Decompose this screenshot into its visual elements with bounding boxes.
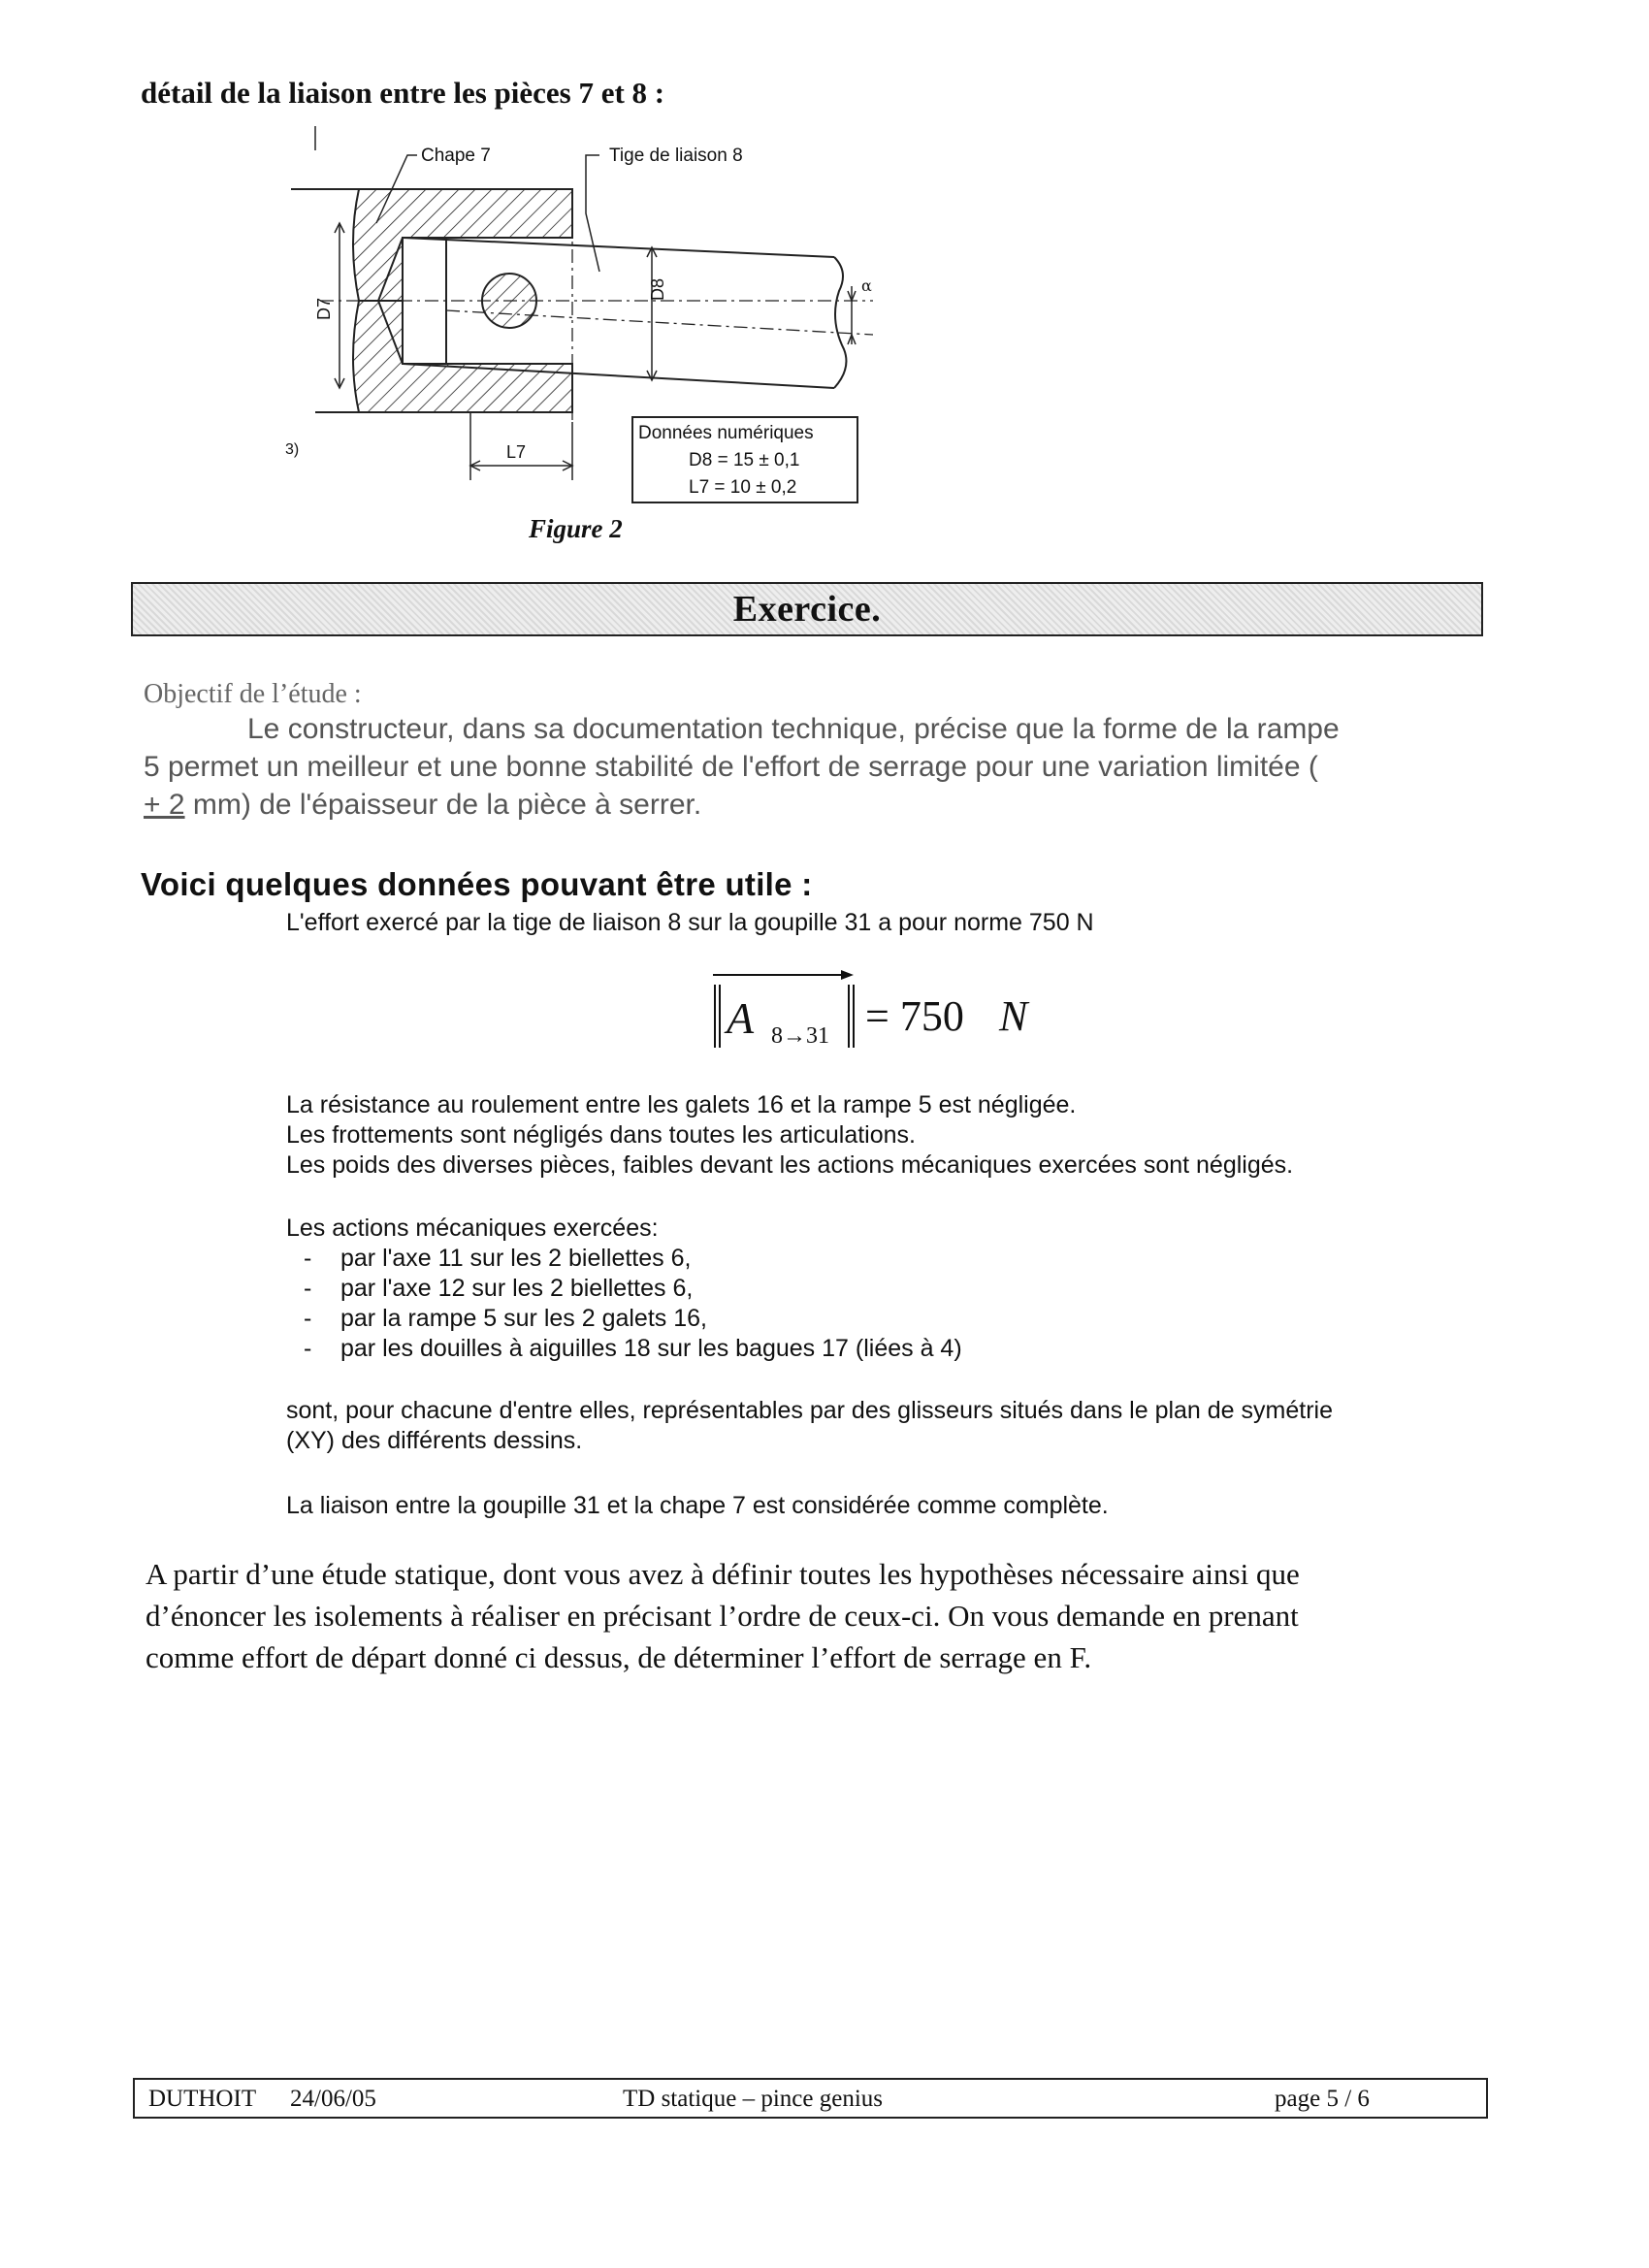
formula-unit: N [999, 992, 1028, 1040]
side-mark: 3) [285, 441, 300, 458]
donnees-title: Voici quelques données pouvant être utile : [141, 866, 813, 902]
section-heading: détail de la liaison entre les pièces 7 et 8 : [141, 76, 665, 110]
action-text: par l'axe 12 sur les 2 biellettes 6, [340, 1275, 694, 1302]
objectif-line-3-rest: mm) de l'épaisseur de la pièce à serrer. [184, 789, 702, 821]
label-tige-8: Tige de liaison 8 [609, 146, 743, 166]
donnees-box-d8: D8 = 15 ± 0,1 [689, 450, 800, 470]
plus-minus-value: + 2 [144, 789, 185, 821]
glisseurs-line-2: (XY) des différents dessins. [286, 1427, 583, 1454]
vector-arrow [841, 970, 854, 980]
glisseurs-line-1: sont, pour chacune d'entre elles, représentables par des glisseurs situés dans le plan de symétrie [286, 1397, 1333, 1424]
banner-title: Exercice. [732, 589, 882, 630]
action-text: par la rampe 5 sur les 2 galets 16, [340, 1305, 707, 1332]
footer-author: DUTHOIT [148, 2086, 257, 2112]
exercice-banner [131, 582, 1483, 636]
list-item: - par l'axe 11 sur les 2 biellettes 6, [304, 1245, 692, 1272]
objectif-line-2: 5 permet un meilleur et une bonne stabilité de l'effort de serrage pour une variation limitée ( [144, 751, 1318, 783]
footer-page-number: page 5 / 6 [1275, 2086, 1370, 2112]
hypothese-1: La résistance au roulement entre les galets 16 et la rampe 5 est négligée. [286, 1091, 1077, 1118]
angle-alpha [848, 286, 856, 344]
formula-subscript: 8→31 [771, 1023, 829, 1049]
label-chape-7: Chape 7 [421, 146, 491, 166]
formula-vector: A [727, 993, 755, 1043]
dim-d7-label: D7 [314, 297, 334, 320]
angle-alpha-label: α [861, 276, 872, 295]
action-text: par les douilles à aiguilles 18 sur les bagues 17 (liées à 4) [340, 1335, 962, 1362]
donnees-box-l7: L7 = 10 ± 0,2 [689, 477, 797, 498]
figure-caption: Figure 2 [529, 514, 623, 543]
dim-d8 [647, 247, 657, 380]
donnees-box-title: Données numériques [638, 423, 814, 443]
objectif-title: Objectif de l’étude : [144, 679, 362, 709]
liaison-complete: La liaison entre la goupille 31 et la chape 7 est considérée comme complète. [286, 1492, 1109, 1519]
hypothese-2: Les frottements sont négligés dans toutes les articulations. [286, 1121, 916, 1149]
hypothese-3: Les poids des diverses pièces, faibles devant les actions mécaniques exercées sont négligés. [286, 1151, 1294, 1179]
actions-title: Les actions mécaniques exercées: [286, 1215, 659, 1242]
footer-title: TD statique – pince genius [623, 2086, 883, 2112]
dim-l7-label: L7 [506, 442, 527, 462]
page-footer [133, 2078, 1488, 2119]
dim-d8-label: D8 [648, 277, 667, 301]
formula-rhs: = 750 [865, 992, 964, 1040]
list-item: - par les douilles à aiguilles 18 sur les bagues 17 (liées à 4) [304, 1335, 962, 1362]
actions-list [304, 1244, 962, 1364]
consigne-line-2: d’énoncer les isolements à réaliser en précisant l’ordre de ceux-ci. On vous demande en prenant [146, 1599, 1299, 1633]
action-text: par l'axe 11 sur les 2 biellettes 6, [340, 1245, 692, 1272]
list-item: - par l'axe 12 sur les 2 biellettes 6, [304, 1275, 694, 1302]
effort-formula [703, 965, 1091, 1057]
dim-d7 [315, 126, 344, 388]
consigne-line-3: comme effort de départ donné ci dessus, de déterminer l’effort de serrage en F. [146, 1640, 1092, 1674]
objectif-line-3 [144, 789, 701, 822]
list-item: - par la rampe 5 sur les 2 galets 16, [304, 1305, 707, 1332]
objectif-line-1: Le constructeur, dans sa documentation technique, précise que la forme de la rampe [247, 713, 1340, 745]
consigne-line-1: A partir d’une étude statique, dont vous avez à définir toutes les hypothèses nécessaire ainsi que [146, 1557, 1300, 1591]
footer-date: 24/06/05 [290, 2086, 376, 2112]
figure-2-drawing [285, 126, 892, 553]
effort-line: L'effort exercé par la tige de liaison 8 sur la goupille 31 a pour norme 750 N [286, 909, 1094, 936]
